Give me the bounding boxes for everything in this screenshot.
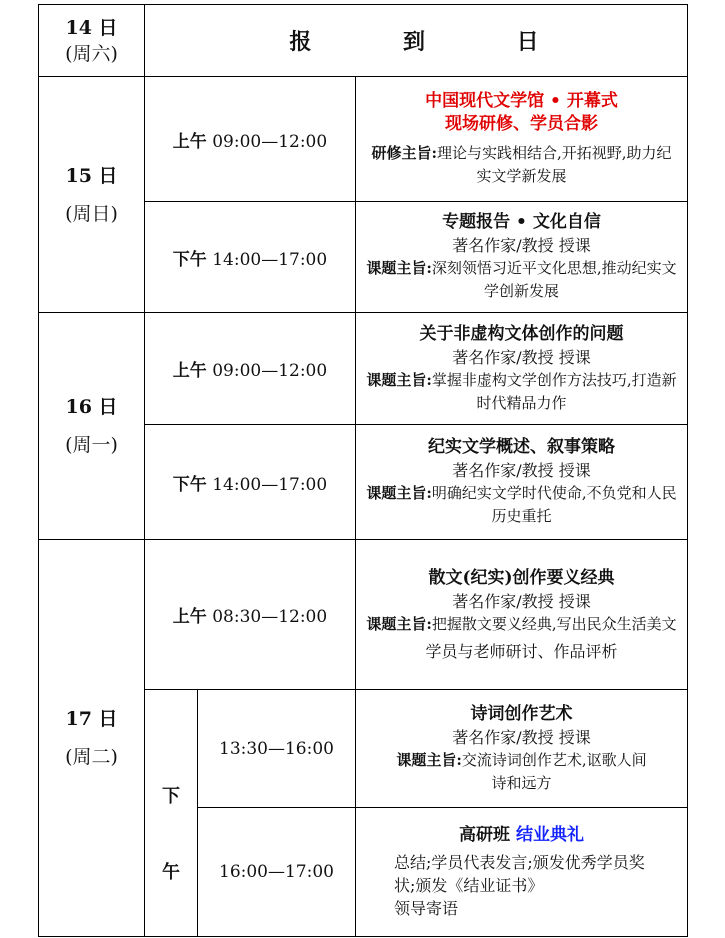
session-aim	[364, 482, 679, 528]
session-cell	[356, 77, 688, 202]
weekday-label: (周一)	[65, 434, 118, 456]
session-cell	[356, 540, 688, 690]
date-cell-16	[39, 313, 145, 540]
lecturer-line: 著名作家/教授 授课	[452, 347, 591, 367]
date-cell-17	[39, 540, 145, 937]
row-day-14	[39, 5, 688, 77]
time-slot	[145, 77, 356, 202]
date-label: 17 日	[65, 708, 118, 730]
time-range: 09:00—12:00	[212, 131, 328, 152]
date-label: 15 日	[65, 164, 118, 187]
ceremony-name: 结业典礼	[515, 825, 584, 845]
session-cell	[356, 202, 688, 313]
time-range: 14:00—17:00	[212, 474, 328, 495]
date-cell-15	[39, 77, 145, 313]
session-aim	[364, 142, 679, 188]
aim-text: 交流诗词创作艺术,讴歌人间诗和远方	[461, 750, 647, 792]
afternoon-char-1: 下	[162, 786, 180, 807]
session-aim	[364, 749, 679, 795]
ceremony-details: 总结;学员代表发言;颁发优秀学员奖状;颁发《结业证书》	[394, 853, 645, 895]
period-label: 下午	[172, 249, 207, 270]
aim-label: 课题主旨:	[366, 370, 432, 389]
weekday-label: (周二)	[65, 746, 118, 768]
time-range: 08:30—12:00	[212, 607, 328, 627]
time-slot	[145, 202, 356, 313]
session-title: 诗词创作艺术	[470, 703, 573, 724]
afternoon-label	[145, 690, 198, 937]
time-slot	[145, 313, 356, 425]
row-day-16-am	[39, 313, 688, 425]
session-title	[364, 824, 679, 847]
weekday-label: (周六)	[65, 42, 118, 65]
session-title: 专题报告 • 文化自信	[442, 212, 601, 232]
time-slot	[145, 540, 356, 690]
aim-label: 课题主旨:	[366, 484, 432, 502]
session-title: 纪实文学概述、叙事策略	[428, 437, 615, 457]
time-slot	[145, 425, 356, 540]
aim-text: 明确纪实文学时代使命,不负党和人民历史重托	[431, 484, 677, 525]
session-title: 关于非虚构文体创作的问题	[419, 323, 624, 344]
aim-text: 深刻领悟习近平文化思想,推动纪实文学创新发展	[431, 259, 677, 300]
aim-text: 掌握非虚构文学创作方法技巧,打造新时代精品力作	[431, 370, 677, 412]
session-cell	[356, 313, 688, 425]
aim-label: 研修主旨:	[371, 144, 437, 162]
session-aim	[364, 369, 679, 415]
lecturer-line: 著名作家/教授 授课	[452, 461, 591, 480]
row-day-17-am	[39, 540, 688, 690]
aim-text: 把握散文要义经典,写出民众生活美文	[431, 614, 677, 633]
time-range: 09:00—12:00	[212, 361, 328, 381]
afternoon-char-2: 午	[162, 862, 180, 883]
date-label: 14 日	[65, 16, 118, 39]
date-label: 16 日	[65, 396, 118, 418]
session-subtitle: 现场研修、学员合影	[445, 114, 598, 134]
schedule-table	[38, 4, 688, 937]
row-day-15-am	[39, 77, 688, 202]
ceremony-closing: 领导寄语	[394, 899, 459, 918]
session-aim	[364, 613, 679, 636]
session-cell	[356, 690, 688, 808]
session-cell	[356, 808, 688, 937]
date-cell-14	[39, 5, 145, 77]
session-extra: 学员与老师研讨、作品评析	[425, 641, 618, 661]
time-slot: 13:30—16:00	[198, 690, 356, 808]
aim-text: 理论与实践相结合,开拓视野,助力纪实文学新发展	[437, 144, 672, 185]
session-aim	[364, 257, 679, 303]
time-slot: 16:00—17:00	[198, 808, 356, 937]
class-name: 高研班	[459, 825, 511, 845]
weekday-label: (周日)	[65, 202, 118, 225]
lecturer-line: 著名作家/教授 授课	[452, 236, 591, 255]
aim-label: 课题主旨:	[396, 750, 462, 769]
lecturer-line: 著名作家/教授 授课	[452, 727, 591, 747]
time-range: 14:00—17:00	[212, 249, 328, 270]
aim-label: 课题主旨:	[366, 614, 432, 633]
session-title: 中国现代文学馆 • 开幕式	[425, 91, 618, 111]
session-cell	[356, 425, 688, 540]
period-label: 上午	[172, 131, 207, 152]
period-label: 上午	[172, 607, 207, 627]
session-title: 散文(纪实)创作要义经典	[428, 567, 615, 588]
period-label: 下午	[172, 474, 207, 495]
aim-label: 课题主旨:	[366, 259, 432, 277]
registration-day: 报 到 日	[145, 5, 688, 77]
lecturer-line: 著名作家/教授 授课	[452, 591, 591, 611]
period-label: 上午	[172, 361, 207, 381]
